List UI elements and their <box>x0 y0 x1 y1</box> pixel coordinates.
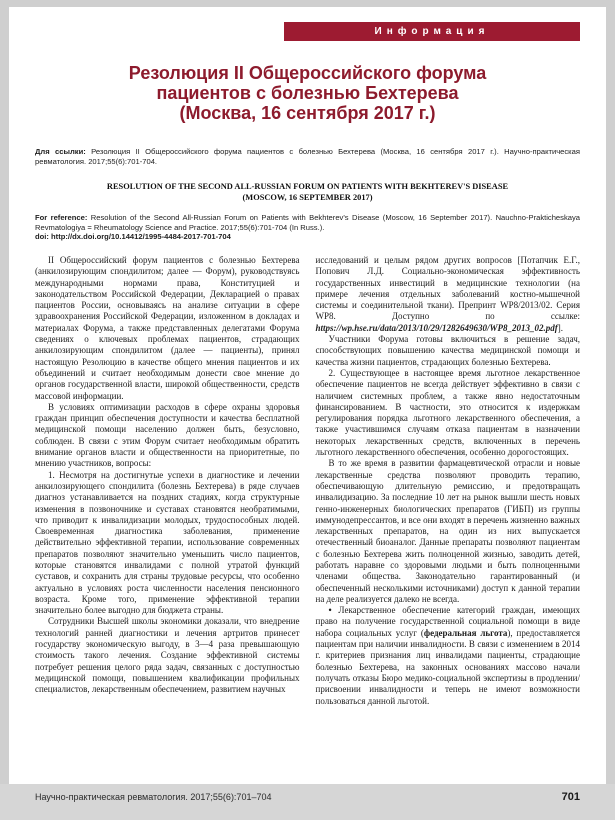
citation-en-label: For reference: <box>35 213 88 223</box>
section-banner <box>284 22 580 41</box>
article-title-en-line1: RESOLUTION OF THE SECOND ALL-RUSSIAN FORUM ON PATIENTS WITH BEKHTEREV'S DISEASE <box>106 182 509 192</box>
article-title-en-line2: (MOSCOW, 16 SEPTEMBER 2017) <box>242 192 373 202</box>
citation-doi <box>35 232 580 242</box>
paragraph-optimization <box>35 402 300 470</box>
federal-benefit-emphasis: федеральная льгота <box>423 627 508 638</box>
paragraph-text: исследований и целым рядом других вопросов [Потапчик Е.Г., Попович Л.Д. Социально-экономическая эффективность государственных инвестиций в медицинские технологии (на примере лечения отдельных заболеваний костно-мышечной системы и соединительной ткани). Препринт WP8/2013/02. Серия WP8. Доступно по ссылке: <box>315 254 580 322</box>
citation-ru <box>35 147 580 166</box>
paragraph-text: Сотрудники Высшей школы экономики доказали, что внедрение технологий ранней диагностики и лечения артритов принесет государству экономическую выгоду, в 3—4 раза превышающую стоимость такого лечения. Создание эффективной системы потребует решения целого ряда задач, связанных с доступностью медицинской помощи, повышением квалификации профильных специалистов, лекарственным обеспечением, развитием научных <box>35 616 300 695</box>
doi-label: doi: <box>35 232 52 242</box>
paragraph-text: 2. Существующее в настоящее время льготное лекарственное обеспечение пациентов не всегда действует эффективно в связи с наличием системных проблем, а также явно недостаточным финансированием. В частности, это относится к издержкам регулирования порядка льготного лекарственного обеспечения, а также участившимся случаям отказа пациентам в назначении некоторых лекарственных средств, включенных в перечень льготного лекарственного обеспечения, особенно дорогостоящих. <box>315 367 580 458</box>
article-title-line2: пациентов с болезнью Бехтерева <box>156 83 459 103</box>
paragraph-text: Участники Форума готовы включиться в решение задач, способствующих повышению качества медицинской помощи и качества жизни пациентов, страдающих болезнью Бехтерева. <box>315 334 580 367</box>
article-title-line1: Резолюция II Общероссийского форума <box>128 63 487 83</box>
bullet-icon: • <box>328 605 332 616</box>
article-title-line3: (Москва, 16 сентября 2017 г.) <box>179 103 436 123</box>
paragraph-point-1 <box>35 470 300 617</box>
footer-page-number: 701 <box>561 791 580 803</box>
paragraph-pharma-progress <box>316 458 581 605</box>
paragraph-text: Лекарственное обеспечение категорий граждан, имеющих право на получение государственной социальной помощи в виде набора социальных услуг ( <box>315 605 580 638</box>
article-title-en <box>35 182 580 203</box>
article-body <box>35 255 580 803</box>
article-title <box>39 63 576 123</box>
paragraph-text: ), предоставляется пациентам при наличии инвалидности. В связи с изменением в 2014 г. критериев признания лиц инвалидами пациенты, страдающие болезнью Бехтерева, на законных основаниях массово начали получать отказы Бюро медико-социальной экспертизы в продлении/присвоении инвалидности и теперь не имеют возможности пользоваться данной льготой. <box>315 627 580 706</box>
paragraph-text: 1. Несмотря на достигнутые успехи в диагностике и лечении анкилозирующего спондилита (болезнь Бехтерева) в ряде случаев диагноз устанавливается на поздних стадиях, когда структурные изменения в позвоночнике и суставах становятся необратимыми, что приводит к инвалидизации молодых, трудоспособных людей. Своевременная диагностика заболевания, применение действительно эффективной терапии, использование современных препаратов позволяют значительно уменьшить число пациентов, которые становятся инвалидами с полной утратой функций суставов, и сохранить для страны трудовые ресурсы, что особенно актуально в условиях роста численности населения пенсионного возраста. Кроме того, применение эффективной терапии значительно более выгодно для бюджета страны. <box>35 469 300 616</box>
paragraph-forum-readiness <box>316 334 581 368</box>
doi-link[interactable]: http://dx.doi.org/10.14412/1995-4484-2017-701-704 <box>51 232 231 242</box>
paragraph-text: В условиях оптимизации расходов в сфере охраны здоровья граждан принцип обеспечения доступности и качества бесплатной медицинской помощи населению должен быть, безусловно, соблюден. В связи с этим Форум считает необходимым обратить внимание органов власти и общественности на приоритетные, по мнению участников, вопросы: <box>35 401 300 469</box>
citation-en-text: Resolution of the Second All-Russian Forum on Patients with Bekhterev's Disease (Moscow, 16 September 2017). Nauchno-Prakticheskaya Revmatologiya = Rheumatology Science and Practice. 2017;55(6):701-704 (In Russ.). <box>35 213 580 232</box>
citation-ru-text: Резолюция II Общероссийского форума пациентов с болезнью Бехтерева (Москва, 16 сентября 2017 г.). Научно-практическая ревматология. 2017;55(6):701-704. <box>35 147 580 166</box>
footer-row <box>35 791 580 803</box>
paragraph-text: ]. <box>557 322 564 333</box>
section-banner-label: Информация <box>374 26 490 37</box>
paragraph-forum-preamble <box>35 255 300 402</box>
paragraph-text: В то же время в развитии фармацевтической отрасли и новые лекарственные средства позволяют проводить терапию, обеспечивающую длительную ремиссию, и предотвращать инвалидизацию. За последние 10 лет на рынок вышли шесть новых генно-инженерных биологических препаратов (ГИБП) из группы иммунодепрессантов, и все они входят в перечень жизненно важных лекарственных препаратов, на один из них выпускается отечественный биоаналог. Данные препараты позволяют пациентам с болезнью Бехтерева жить полноценной жизнью, заводить детей, работать наравне со здоровыми людьми и быть полноценными членами общества. Законодательно гарантированный (и обеспеченный несколькими источниками) доступ к данной терапии на деле реализуется далеко не всегда. <box>315 458 580 604</box>
paragraph-hse-continuation <box>316 255 581 334</box>
paragraph-hse-economics <box>35 616 300 695</box>
paragraph-federal-benefit <box>316 605 581 707</box>
paragraph-point-2 <box>316 368 581 458</box>
footer-band <box>0 784 615 820</box>
footer-journal-citation: Научно-практическая ревматология. 2017;55(6):701–704 <box>35 792 272 802</box>
paragraph-text: II Общероссийский форум пациентов с болезнью Бехтерева (анкилозирующим спондилитом; далее — Форум), руководствуясь международными нормами права, Конституцией и законодательством Российской Федерации, Декларацией о правах пациентов России, основываясь на анализе ситуации в сфере здравоохранения Российской Федерации, изложенном в докладах и материалах Форума, а также представленных делегатами Форума сведениях о ключевых проблемах пациентов, страдающих анкилозирующим спондилитом (далее — пациенты), принял настоящую Резолюцию в качестве общего мнения пациентов и их объединений и считает необходимым донести свое мнение до органов государственной власти, широкой общественности, средств массовой информации. <box>35 254 300 401</box>
journal-page <box>9 7 606 784</box>
body-column-left <box>35 255 300 803</box>
citation-ru-label: Для ссылки: <box>35 147 86 156</box>
hse-report-link[interactable]: https://wp.hse.ru/data/2013/10/29/1282649630/WP8_2013_02.pdf <box>315 322 558 333</box>
body-column-right <box>316 255 581 803</box>
citation-en <box>35 213 580 232</box>
